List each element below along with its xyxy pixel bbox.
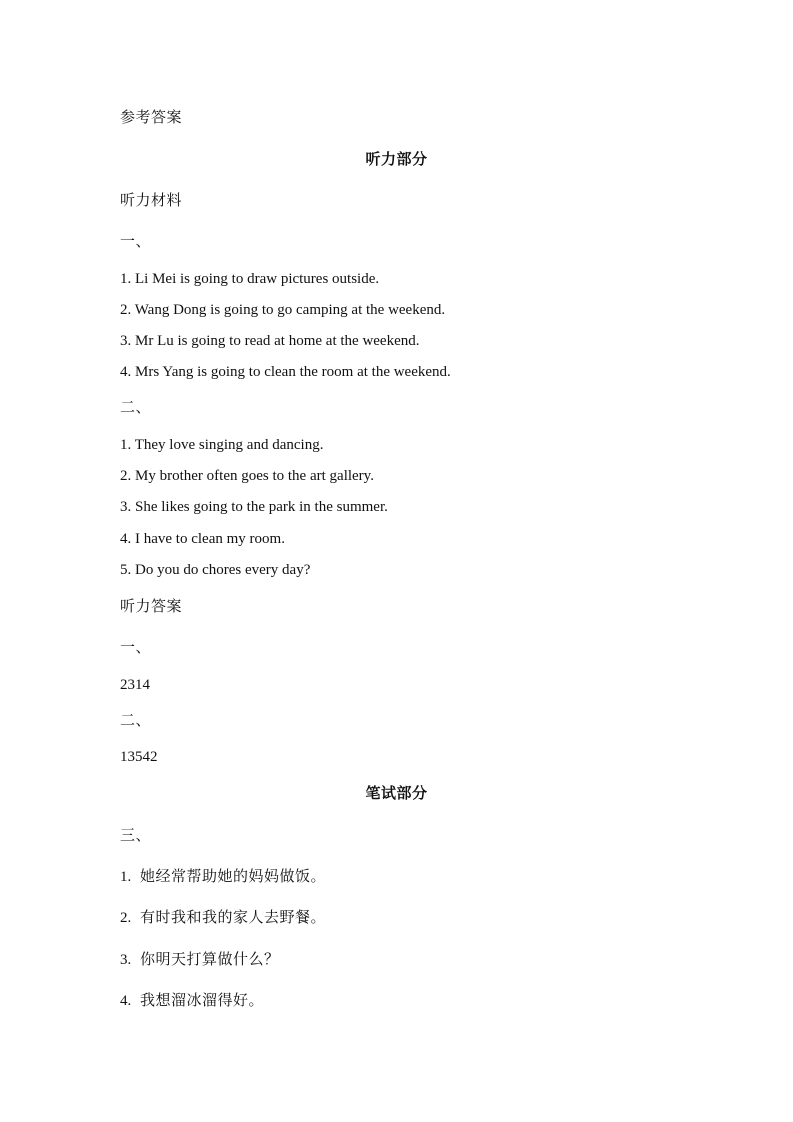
item-text: 你明天打算做什么？ xyxy=(140,950,280,968)
listening-sentence: 2. Wang Dong is going to go camping at the weekend. xyxy=(120,302,446,318)
part-two-label: 二、 xyxy=(120,398,152,416)
listening-section-heading: 听力部分 xyxy=(365,150,428,168)
translation-item xyxy=(120,908,326,927)
listening-sentence: 4. I have to clean my room. xyxy=(120,531,285,547)
listening-materials-label: 听力材料 xyxy=(120,191,183,209)
written-section-heading: 笔试部分 xyxy=(365,784,428,802)
item-text: 有时我和我的家人去野餐。 xyxy=(140,908,327,926)
translation-item xyxy=(120,867,326,886)
answer-part-two-label: 二、 xyxy=(120,711,152,729)
answer-part-one-label: 一、 xyxy=(120,638,152,656)
listening-sentence: 1. Li Mei is going to draw pictures outside. xyxy=(120,271,380,287)
item-number: 1. xyxy=(120,869,132,885)
item-text: 我想溜冰溜得好。 xyxy=(140,991,265,1009)
item-number: 2. xyxy=(120,910,132,926)
item-number: 3. xyxy=(120,952,132,968)
listening-sentence: 4. Mrs Yang is going to clean the room at the weekend. xyxy=(120,364,451,380)
listening-sentence: 5. Do you do chores every day? xyxy=(120,562,311,578)
part-three-label: 三、 xyxy=(120,826,152,844)
part-one-label: 一、 xyxy=(120,232,152,250)
answer-part-one-value: 2314 xyxy=(120,677,150,693)
document-title: 参考答案 xyxy=(120,108,183,126)
answer-part-two-value: 13542 xyxy=(120,749,158,765)
listening-sentence: 2. My brother often goes to the art gallery. xyxy=(120,468,374,484)
listening-sentence: 3. Mr Lu is going to read at home at the weekend. xyxy=(120,333,420,349)
listening-sentence: 3. She likes going to the park in the summer. xyxy=(120,499,388,515)
translation-item xyxy=(120,991,264,1010)
listening-sentence: 1. They love singing and dancing. xyxy=(120,437,324,453)
item-text: 她经常帮助她的妈妈做饭。 xyxy=(140,867,327,885)
item-number: 4. xyxy=(120,993,132,1009)
translation-item xyxy=(120,950,280,969)
listening-answers-label: 听力答案 xyxy=(120,597,183,615)
